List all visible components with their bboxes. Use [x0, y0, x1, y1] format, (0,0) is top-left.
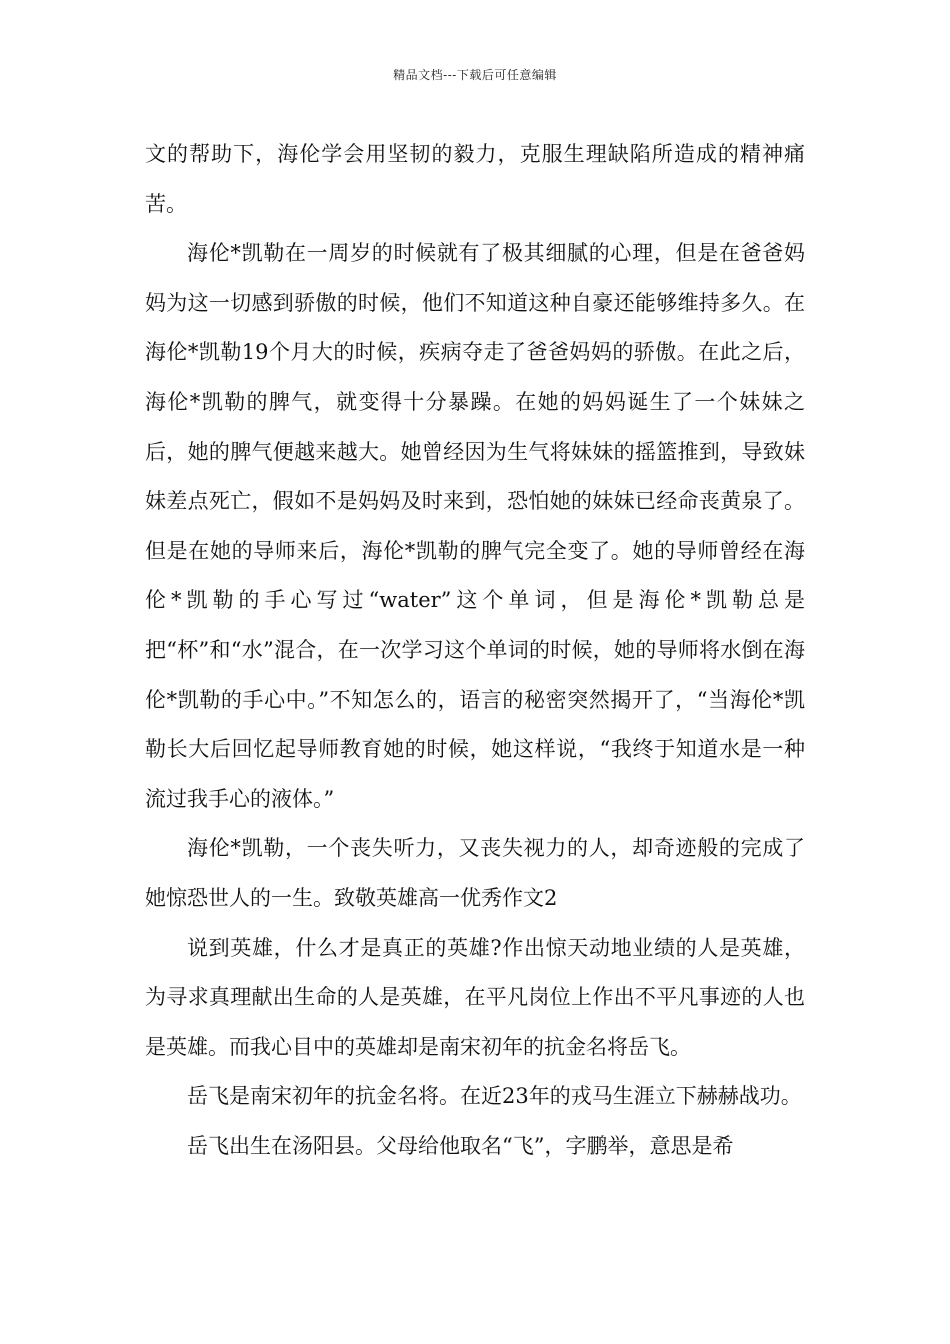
- paragraph-2: 海伦*凯勒在一周岁的时候就有了极其细腻的心理，但是在爸爸妈妈为这一切感到骄傲的时候，他们不知道这种自豪还能够维持多久。在海伦*凯勒19个月大的时候，疾病夺走了爸爸妈妈的骄傲。在此之后，海伦*凯勒的脾气，就变得十分暴躁。在她的妈妈诞生了一个妹妹之后，她的脾气便越来越大。她曾经因为生气将妹妹的摇篮推到，导致妹妹差点死亡，假如不是妈妈及时来到，恐怕她的妹妹已经命丧黄泉了。但是在她的导师来后，海伦*凯勒的脾气完全变了。她的导师曾经在海伦*凯勒的手心写过“water”这个单词，但是海伦*凯勒总是把“杯”和“水”混合，在一次学习这个单词的时候，她的导师将水倒在海伦*凯勒的手心中。”不知怎么的，语言的秘密突然揭开了，“当海伦*凯勒长大后回忆起导师教育她的时候，她这样说，“我终于知道水是一种流过我手心的液体。”: [145, 241, 805, 811]
- paragraph-4: 说到英雄，什么才是真正的英雄?作出惊天动地业绩的人是英雄，为寻求真理献出生命的人是英雄，在平凡岗位上作出不平凡事迹的人也是英雄。而我心目中的英雄却是南宋初年的抗金名将岳飞。: [145, 935, 805, 1059]
- paragraph-5: 岳飞是南宋初年的抗金名将。在近23年的戎马生涯立下赫赫战功。: [187, 1084, 802, 1109]
- document-body: [145, 130, 805, 1171]
- page-header: 精品文档---下载后可任意编辑: [393, 68, 557, 82]
- paragraph-6: 岳飞出生在汤阳县。父母给他取名“飞”，字鹏举，意思是希: [187, 1133, 734, 1158]
- paragraph-3: 海伦*凯勒，一个丧失听力，又丧失视力的人，却奇迹般的完成了她惊恐世人的一生。致敬英雄高一优秀作文2: [145, 836, 805, 910]
- paragraph-1: 文的帮助下，海伦学会用坚韧的毅力，克服生理缺陷所造成的精神痛苦。: [145, 142, 805, 216]
